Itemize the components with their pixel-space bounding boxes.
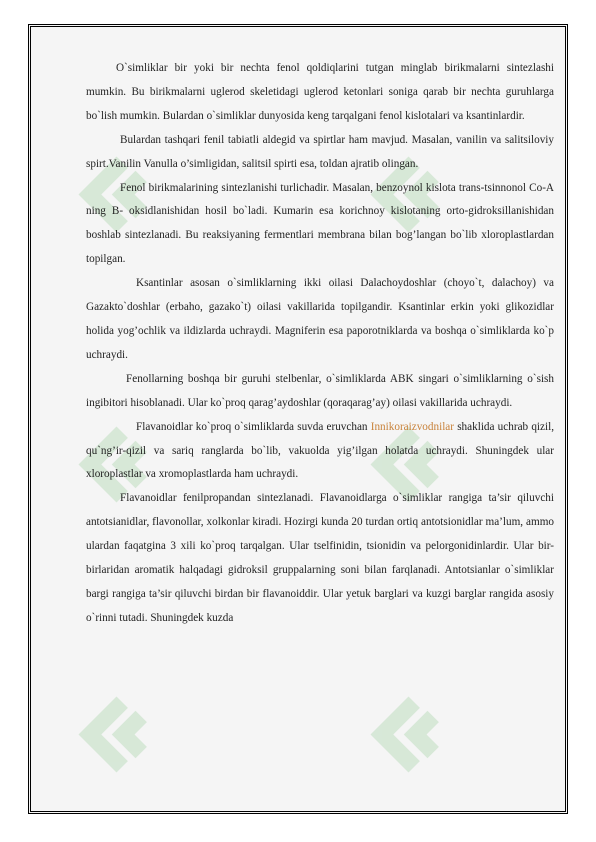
paragraph-flavonoids-occurrence: [86, 416, 554, 488]
paragraph-text-end: shaklida uchrab qizil, qu`ng’ir-qizil va sariq ranglarda bo`lib, vakuolda yig’ilgan holatda uchraydi. Shuningdek ular xloroplastlar va xromoplastlarda ham uchraydi.: [86, 420, 555, 481]
highlighted-term-link[interactable]: Innikoraizvodnilar: [370, 420, 454, 433]
page-frame: [28, 24, 568, 814]
paragraph-synthesis: Fenol birikmalarining sintezlanishi turlichadir. Masalan, benzoynol kislota trans-tsinnonol Co-A ning B- oksidlanishidan hosil bo`ladi. Kumarin esa korichnoy kislotaning orto-gidroksillanishidan boshlab sintezlanadi. Bu reaksiyaning fermentlari membrana bilan bog’langan bo`lib xloroplastlardan topilgan.: [86, 181, 554, 266]
paragraph-aldehydes-alcohols: Bulardan tashqari fenil tabiatli aldegid va spirtlar ham mavjud. Masalan, vanilin va salitsiloviy spirt.Vanilin Vanulla o’simligidan, salitsil spirti esa, toldan ajratib olingan.: [86, 133, 554, 170]
paragraph-fenol-compounds: O`simliklar bir yoki bir nechta fenol qoldiqlarini tutgan minglab birikmalarni sintezlashi mumkin. Bu birikmalarni uglerod skeletidagi uglerod ketonlari soniga qarab bir nechta guruhlarga bo`lish mumkin. Bulardan o`simliklar dunyosida keng tarqalgani fenol kislotalari va ksantinlardir.: [86, 62, 554, 122]
document-body: [86, 57, 554, 631]
watermark-logo-icon: [69, 687, 164, 782]
paragraph-flavonoids-synthesis: Flavanoidlar fenilpropandan sintezlanadi. Flavanoidlarga o`simliklar rangiga ta’sir qiluvchi antotsianidlar, flavonollar, xolkonlar kiradi. Hozirgi kunda 20 turdan ortiq antotsionidlar ma’lum, ammo ulardan faqatgina 3 xili ko`proq tarqalgan. Ular tselfinidin, tsionidin va pelorgonidinlardir. Ular bir-birlaridan aromatik halqadagi gidroksil gruppalarning soni bilan farqlanadi. Antotsianlar o`simliklar bargi rangiga ta’sir qiluvchi birdan bir flavanoiddir. Ular yetuk barglari va kuzgi barglar rangida asosiy o`rinni tutadi. Shuningdek kuzda: [86, 492, 554, 624]
paragraph-text-start: Flavanoidlar ko`proq o`simliklarda suvda eruvchan: [136, 420, 371, 433]
paragraph-xanthines: Ksantinlar asosan o`simliklarning ikki oilasi Dalachoydoshlar (choyo`t, dalachoy) va Gazakto`doshlar (erbaho, gazako`t) oilasi vakillarida topilgandir. Ksantinlar erkin yoki glikozidlar holida yog’ochlik va ildizlarda uchraydi. Magniferin esa paporotniklarda va boshqa o`simliklarda ko`p uchraydi.: [86, 277, 554, 361]
paragraph-stilbenes: Fenollarning boshqa bir guruhi stelbenlar, o`simliklarda ABK singari o`simliklarning o`sish ingibitori hisoblanadi. Ular ko`proq qarag’aydoshlar (qoraqarag’ay) oilasi vakillarida uchraydi.: [86, 372, 554, 409]
watermark-logo-icon: [361, 687, 456, 782]
